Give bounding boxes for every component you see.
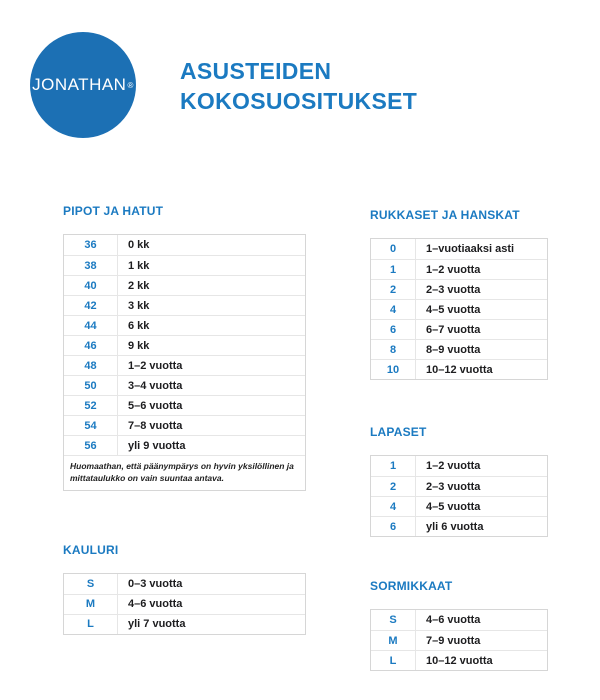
age-cell: 0 kk <box>128 239 150 251</box>
section-kauluri <box>63 543 306 635</box>
table-row <box>64 315 305 335</box>
table-row <box>64 614 305 634</box>
table-row <box>371 339 547 359</box>
section-pipot-ja-hatut <box>63 204 306 491</box>
table-row <box>371 259 547 279</box>
section-sormikkaat <box>370 579 548 671</box>
section-title: KAULURI <box>63 542 119 557</box>
table-row <box>371 359 547 379</box>
section-title: LAPASET <box>370 425 427 439</box>
table-row <box>371 650 547 670</box>
size-cell: 54 <box>64 416 118 435</box>
size-cell: S <box>64 574 118 594</box>
table-row <box>64 375 305 395</box>
size-cell: 4 <box>371 300 416 319</box>
table-row <box>371 630 547 650</box>
size-cell: 36 <box>64 235 118 255</box>
table-row <box>371 516 547 536</box>
age-cell: 1–2 vuotta <box>128 359 183 372</box>
age-cell: 2 kk <box>128 279 150 292</box>
age-cell: 2–3 vuotta <box>426 283 481 296</box>
table-row <box>64 255 305 275</box>
size-note: Huomaathan, että päänympärys on hyvin yksilöllinen ja mittataulukko on vain suuntaa antava. <box>64 455 305 490</box>
size-cell: 52 <box>64 396 118 415</box>
size-cell: 38 <box>64 256 118 275</box>
age-cell: 1–vuotiaaksi asti <box>426 243 515 255</box>
section-title: RUKKASET JA HANSKAT <box>370 208 520 222</box>
age-cell: 4–6 vuotta <box>128 598 183 611</box>
registered-trademark-icon: ® <box>127 80 134 90</box>
age-cell: 6 kk <box>128 319 150 332</box>
table-row <box>64 435 305 455</box>
table-row <box>64 295 305 315</box>
right-column <box>370 208 548 671</box>
size-cell: 2 <box>371 280 416 299</box>
table-row <box>371 476 547 496</box>
size-cell: 6 <box>371 517 416 536</box>
age-cell: 1–2 vuotta <box>426 460 481 472</box>
size-table-kauluri <box>63 573 306 635</box>
table-row <box>64 594 305 614</box>
table-row <box>371 239 547 259</box>
age-cell: 10–12 vuotta <box>426 363 493 376</box>
age-cell: 3 kk <box>128 299 150 312</box>
size-table-rukkaset <box>370 238 548 380</box>
page-title <box>180 56 417 116</box>
table-row <box>64 335 305 355</box>
section-title: PIPOT JA HATUT <box>63 204 164 218</box>
table-row <box>64 415 305 435</box>
age-cell: 9 kk <box>128 339 150 352</box>
table-row <box>371 279 547 299</box>
age-cell: 2–3 vuotta <box>426 480 481 493</box>
size-cell: L <box>371 651 416 670</box>
age-cell: 1 kk <box>128 259 150 272</box>
size-cell: 48 <box>64 356 118 375</box>
age-cell: 8–9 vuotta <box>426 343 481 356</box>
size-table-pipot <box>63 234 306 491</box>
size-cell: L <box>64 615 118 634</box>
age-cell: 5–6 vuotta <box>128 399 183 412</box>
age-cell: 7–8 vuotta <box>128 419 183 432</box>
size-cell: 40 <box>64 276 118 295</box>
left-column <box>63 204 306 635</box>
size-cell: 6 <box>371 320 416 339</box>
table-row <box>64 275 305 295</box>
age-cell: 4–5 vuotta <box>426 500 481 513</box>
table-row <box>371 610 547 630</box>
age-cell: 10–12 vuotta <box>426 654 493 667</box>
age-cell: yli 6 vuotta <box>426 520 484 533</box>
size-cell: 1 <box>371 260 416 279</box>
size-cell: 44 <box>64 316 118 335</box>
age-cell: yli 7 vuotta <box>128 618 186 631</box>
table-row <box>371 496 547 516</box>
size-cell: 0 <box>371 239 416 259</box>
table-row <box>64 355 305 375</box>
table-row <box>64 235 305 255</box>
size-cell: 50 <box>64 376 118 395</box>
size-table-lapaset <box>370 455 548 537</box>
table-row <box>371 319 547 339</box>
size-cell: S <box>371 610 416 630</box>
page-title-line2: KOKOSUOSITUKSET <box>180 88 418 114</box>
age-cell: 4–6 vuotta <box>426 614 481 626</box>
table-row <box>371 456 547 476</box>
size-cell: 4 <box>371 497 416 516</box>
logo-text: JONATHAN <box>32 75 127 94</box>
size-cell: M <box>64 595 118 614</box>
size-cell: 2 <box>371 477 416 496</box>
table-row <box>371 299 547 319</box>
size-cell: 1 <box>371 456 416 476</box>
size-cell: M <box>371 631 416 650</box>
section-title: SORMIKKAAT <box>370 579 453 593</box>
age-cell: 0–3 vuotta <box>128 577 183 590</box>
age-cell: 6–7 vuotta <box>426 323 481 336</box>
section-rukkaset-ja-hanskat <box>370 208 548 380</box>
size-cell: 56 <box>64 436 118 455</box>
size-cell: 42 <box>64 296 118 315</box>
age-cell: 4–5 vuotta <box>426 303 481 316</box>
age-cell: 3–4 vuotta <box>128 379 183 392</box>
size-cell: 10 <box>371 360 416 379</box>
age-cell: 1–2 vuotta <box>426 263 481 276</box>
size-cell: 8 <box>371 340 416 359</box>
table-row <box>64 395 305 415</box>
table-row <box>64 574 305 594</box>
age-cell: 7–9 vuotta <box>426 634 481 647</box>
size-cell: 46 <box>64 336 118 355</box>
size-table-sormikkaat <box>370 609 548 671</box>
age-cell: yli 9 vuotta <box>128 439 186 452</box>
section-lapaset <box>370 425 548 537</box>
jonathan-logo <box>30 32 136 138</box>
page-title-line1: ASUSTEIDEN <box>180 58 332 84</box>
